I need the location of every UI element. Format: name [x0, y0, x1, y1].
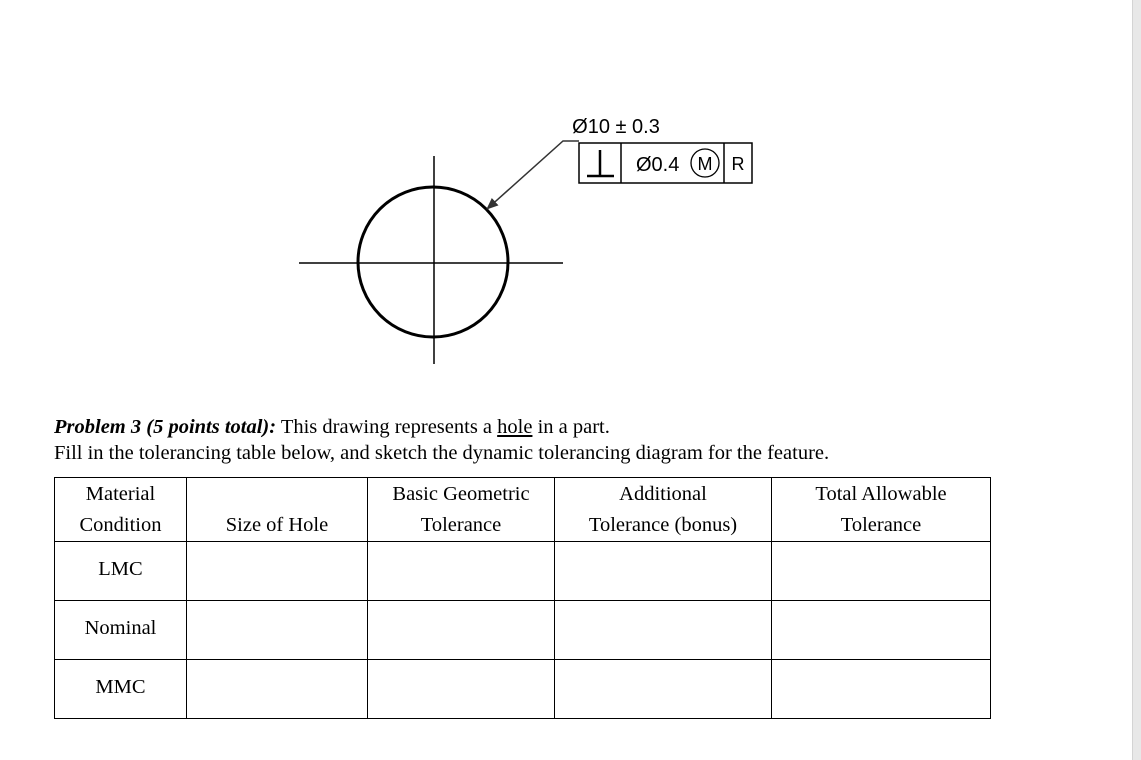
table-cell[interactable] [187, 601, 368, 660]
table-cell[interactable] [187, 542, 368, 601]
table-cell[interactable] [772, 660, 991, 719]
leader-line [487, 141, 579, 209]
row-label-mmc: MMC [55, 660, 187, 719]
problem-line-2: Fill in the tolerancing table below, and sketch the dynamic tolerancing diagram for the feature. [54, 442, 830, 464]
vertical-scrollbar[interactable] [1132, 0, 1141, 760]
header-total-allowable-tolerance: Total Allowable Tolerance [772, 478, 991, 542]
dimension-callout: Ø10 ± 0.3 [572, 116, 660, 138]
header-material-condition: Material Condition [55, 478, 187, 542]
tolerancing-table [54, 477, 991, 719]
table-cell[interactable] [555, 660, 772, 719]
table-row [55, 542, 991, 601]
fcf-modifier: M [697, 154, 713, 174]
fcf-datum: R [731, 154, 745, 174]
table-row [55, 601, 991, 660]
table-header-row [55, 478, 991, 542]
table-cell[interactable] [368, 660, 555, 719]
table-cell[interactable] [772, 542, 991, 601]
table-cell[interactable] [368, 601, 555, 660]
problem-text-before: This drawing represents a [276, 416, 498, 438]
row-label-lmc: LMC [55, 542, 187, 601]
table-cell[interactable] [772, 601, 991, 660]
problem-underlined-word: hole [497, 416, 533, 438]
header-basic-geometric-tolerance: Basic Geometric Tolerance [368, 478, 555, 542]
problem-line-1 [54, 414, 1054, 440]
problem-lead: Problem 3 (5 points total): [54, 416, 277, 438]
row-label-nominal: Nominal [55, 601, 187, 660]
table-cell[interactable] [368, 542, 555, 601]
problem-statement [54, 414, 1054, 466]
feature-control-frame [579, 143, 752, 183]
hole-circle [358, 187, 508, 337]
problem-text-after: in a part. [532, 416, 610, 438]
header-additional-tolerance: Additional Tolerance (bonus) [555, 478, 772, 542]
table-row [55, 660, 991, 719]
table-cell[interactable] [555, 601, 772, 660]
table-cell[interactable] [187, 660, 368, 719]
table-cell[interactable] [555, 542, 772, 601]
perpendicularity-icon [587, 150, 614, 176]
fcf-tolerance: Ø0.4 [636, 154, 680, 176]
header-size-of-hole: Size of Hole [187, 478, 368, 542]
